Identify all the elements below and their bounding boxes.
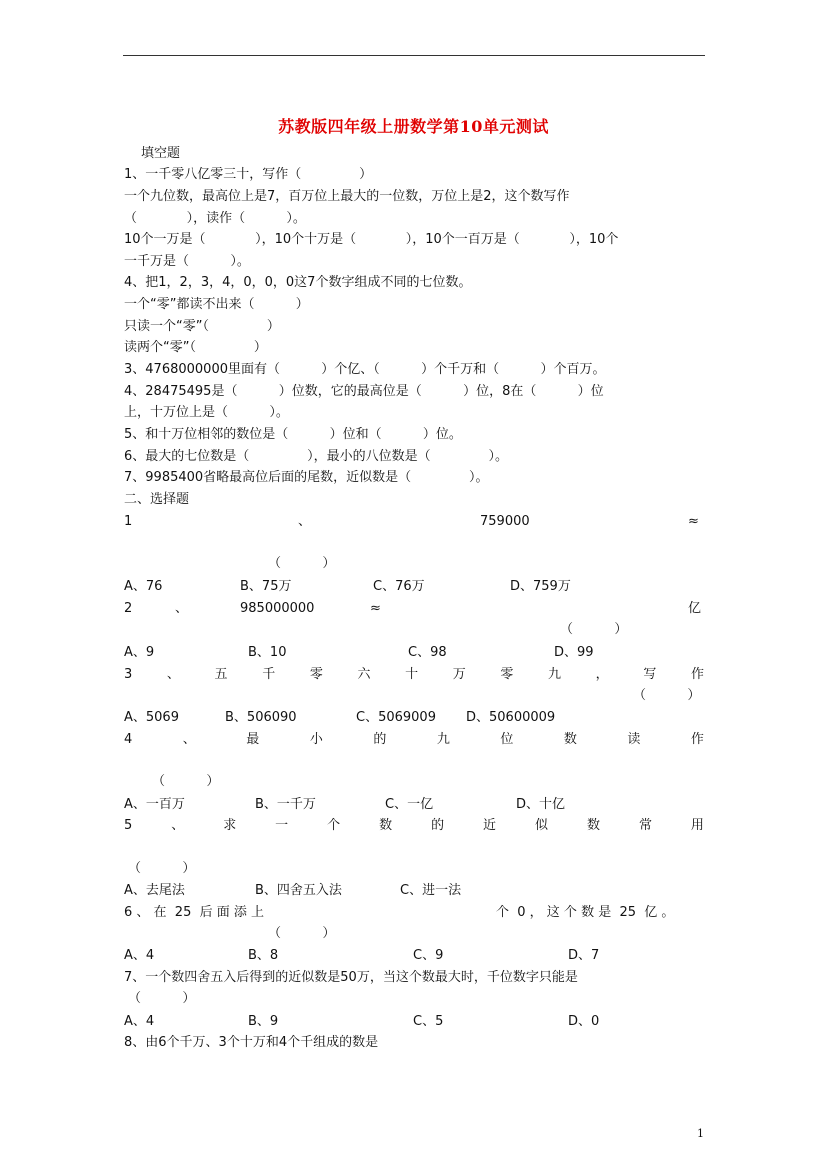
q5-token: 用 (690, 818, 704, 833)
q3-token: 五 (214, 667, 228, 682)
q4-token: 、 (182, 732, 196, 747)
q8-stem: 8、由6个千万、3个十万和4个千组成的数是 (124, 1035, 379, 1050)
q4-token: 最 (246, 732, 260, 747)
q5-stem (124, 818, 704, 834)
q4-option-b: B、一千万 (255, 797, 316, 812)
q2-option-b: B、10 (248, 645, 287, 660)
q2-unit: 亿 (688, 601, 702, 616)
q3-token: 写 (643, 667, 657, 682)
q3-option-a: A、5069 (124, 710, 179, 725)
q5-token: 一 (275, 818, 289, 833)
q6-stem-right: 个 0 ， 这 个 数 是 25 亿 。 (496, 905, 675, 920)
q1-option-c: C、76万 (373, 579, 425, 594)
question-line: 读两个“零”（ ） (124, 340, 267, 355)
q3-option-d: D、50600009 (466, 710, 556, 725)
q4-option-a: A、一百万 (124, 797, 185, 812)
q4-stem (124, 732, 704, 748)
q5-token: 的 (431, 818, 445, 833)
q3-token: 、 (166, 667, 180, 682)
q1-option-d: D、759万 (510, 579, 571, 594)
question-line: 一个“零”都读不出来（ ） (124, 297, 309, 312)
question-line: 只读一个“零”（ ） (124, 319, 280, 334)
section-heading-fill-in: 填空题 (141, 146, 181, 161)
q3-token: ， (595, 667, 609, 682)
q4-token: 读 (627, 732, 641, 747)
question-line: 1、一千零八亿零三十，写作（ ） (124, 167, 373, 182)
q3-token: 3 (124, 667, 133, 682)
q2-number: 2 (124, 601, 133, 616)
q5-answer-paren: （ ） (128, 861, 196, 876)
q4-token: 小 (309, 732, 323, 747)
q5-token: 数 (586, 818, 600, 833)
q3-option-b: B、506090 (225, 710, 297, 725)
q5-token: 似 (535, 818, 549, 833)
q5-token: 求 (223, 818, 237, 833)
question-line: 上，十万位上是（ ）。 (124, 405, 289, 420)
q5-token: 近 (483, 818, 497, 833)
q5-option-b: B、四舍五入法 (255, 883, 342, 898)
q3-token: 千 (262, 667, 276, 682)
question-line: 5、和十万位相邻的数位是（ ）位和（ ）位。 (124, 427, 462, 442)
q6-stem-left: 6 、 在 25 后 面 添 上 (124, 905, 265, 920)
q7-option-a: A、4 (124, 1014, 155, 1029)
q3-answer-paren: （ ） (633, 688, 701, 703)
q6-option-d: D、7 (568, 948, 600, 963)
q4-answer-paren: （ ） (152, 774, 220, 789)
q3-token: 作 (690, 667, 704, 682)
q4-option-c: C、一亿 (385, 797, 434, 812)
q6-option-a: A、4 (124, 948, 155, 963)
q7-option-b: B、9 (248, 1014, 279, 1029)
q3-token: 零 (500, 667, 514, 682)
q7-option-d: D、0 (568, 1014, 600, 1029)
question-line: 10个一万是（ ），10个十万是（ ），10个一百万是（ ），10个 (124, 232, 619, 247)
q5-token: 数 (379, 818, 393, 833)
question-line: 一个九位数，最高位上是7，百万位上最大的一位数，万位上是2，这个数写作 (124, 189, 570, 204)
q2-option-c: C、98 (408, 645, 447, 660)
question-line: 4、28475495是（ ）位数，它的最高位是（ ）位，8在（ ）位 (124, 384, 604, 399)
q7-stem: 7、一个数四舍五入后得到的近似数是50万，当这个数最大时，千位数字只能是 (124, 970, 578, 985)
q2-option-a: A、9 (124, 645, 155, 660)
question-line: 一千万是（ ）。 (124, 254, 250, 269)
q3-option-c: C、5069009 (356, 710, 436, 725)
q5-token: 个 (327, 818, 341, 833)
q1-number: 1 (124, 514, 133, 529)
q2-option-d: D、99 (554, 645, 594, 660)
q3-stem (124, 667, 704, 683)
q6-option-b: B、8 (248, 948, 279, 963)
q7-option-c: C、5 (413, 1014, 444, 1029)
question-line: 3、4768000000里面有（ ）个亿、（ ）个千万和（ ）个百万。 (124, 362, 606, 377)
q4-token: 作 (690, 732, 704, 747)
page-number: 1 (697, 1127, 704, 1140)
q5-token: 、 (171, 818, 185, 833)
question-line: 7、9985400省略最高位后面的尾数，近似数是（ ）。 (124, 470, 489, 485)
question-line: （ ），读作（ ）。 (124, 211, 306, 226)
question-line: 4、把1，2，3，4，0，0，0这7个数字组成不同的七位数。 (124, 275, 472, 290)
q6-option-c: C、9 (413, 948, 444, 963)
q5-option-a: A、去尾法 (124, 883, 185, 898)
q3-token: 九 (548, 667, 562, 682)
q7-answer-paren: （ ） (128, 991, 196, 1006)
q4-option-d: D、十亿 (516, 797, 566, 812)
q4-token: 4 (124, 732, 133, 747)
q3-token: 十 (405, 667, 419, 682)
q3-token: 零 (309, 667, 323, 682)
q1-separator: 、 (298, 514, 312, 529)
q1-option-b: B、75万 (240, 579, 292, 594)
q4-token: 数 (563, 732, 577, 747)
q1-approx-symbol: ≈ (688, 514, 699, 529)
q5-option-c: C、进一法 (400, 883, 462, 898)
q4-token: 位 (500, 732, 514, 747)
section-heading-choice: 二、选择题 (124, 492, 190, 507)
q4-token: 九 (436, 732, 450, 747)
q5-token: 常 (638, 818, 652, 833)
q3-token: 万 (452, 667, 466, 682)
q5-token: 5 (124, 818, 133, 833)
q2-value: 985000000 (240, 601, 315, 616)
q3-token: 六 (357, 667, 371, 682)
q2-approx-symbol: ≈ (370, 601, 381, 616)
q1-option-a: A、76 (124, 579, 163, 594)
q4-token: 的 (373, 732, 387, 747)
question-line: 6、最大的七位数是（ ），最小的八位数是（ ）。 (124, 449, 508, 464)
q6-answer-paren: （ ） (268, 926, 336, 941)
q2-separator: 、 (175, 601, 189, 616)
q1-value: 759000 (480, 514, 530, 529)
page-title: 苏教版四年级上册数学第10单元测试 (278, 117, 549, 136)
header-rule (123, 55, 705, 56)
q1-answer-paren: （ ） (268, 556, 336, 571)
q2-answer-paren: （ ） (560, 622, 628, 637)
